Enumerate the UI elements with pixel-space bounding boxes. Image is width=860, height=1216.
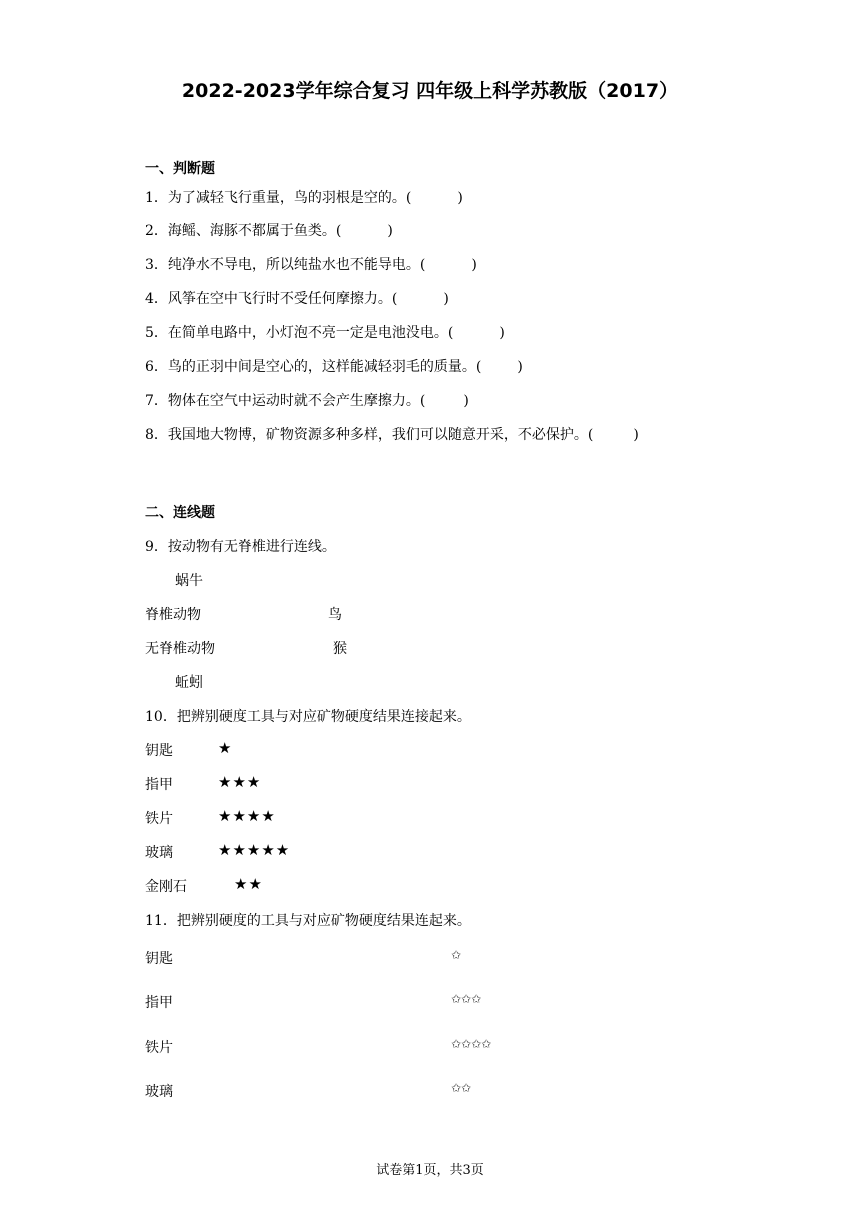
q10-hardness-stars[interactable]: ★★ (234, 875, 263, 893)
q11-hardness-stars[interactable]: ✩✩✩ (451, 992, 482, 1006)
q10-tool-iron-sheet[interactable]: 铁片 (145, 811, 173, 827)
q11-hardness-stars[interactable]: ✩✩ (451, 1081, 472, 1095)
question-close: ) (463, 393, 469, 409)
question-text: 在简单电路中，小灯泡不亮一定是电池没电。( (167, 325, 454, 341)
question-close: ) (471, 257, 477, 273)
question-text: 为了减轻飞行重量，鸟的羽根是空的。( (167, 190, 412, 206)
question-number: 5． (145, 325, 168, 341)
question-text: 纯净水不导电，所以纯盐水也不能导电。( (167, 257, 426, 273)
q9-right-item-monkey[interactable]: 猴 (333, 641, 347, 657)
question-close: ) (443, 291, 449, 307)
question-number: 1． (145, 190, 168, 206)
q10-hardness-stars[interactable]: ★★★★ (218, 807, 276, 825)
question-10-prompt: 10．把辨别硬度工具与对应矿物硬度结果连接起来。 (145, 709, 471, 725)
q11-tool-glass[interactable]: 玻璃 (145, 1084, 173, 1100)
q11-tool-iron-sheet[interactable]: 铁片 (145, 1040, 173, 1056)
q10-tool-glass[interactable]: 玻璃 (145, 845, 173, 861)
question-text: 风筝在空中飞行时不受任何摩擦力。( (167, 291, 398, 307)
question-text: 物体在空气中运动时就不会产生摩擦力。( (167, 393, 426, 409)
question-11-prompt: 11．把辨别硬度的工具与对应矿物硬度结果连起来。 (145, 913, 471, 929)
q10-tool-fingernail[interactable]: 指甲 (145, 777, 173, 793)
question-text: 鸟的正羽中间是空心的，这样能减轻羽毛的质量。( (167, 359, 482, 375)
q11-tool-fingernail[interactable]: 指甲 (145, 995, 173, 1011)
question-8 (145, 424, 639, 444)
question-close: ) (499, 325, 505, 341)
question-text: 我国地大物博，矿物资源多种多样，我们可以随意开采，不必保护。( (167, 427, 594, 443)
question-number: 2． (145, 223, 168, 239)
q9-right-item-snail[interactable]: 蜗牛 (175, 573, 203, 589)
question-number: 4． (145, 291, 168, 307)
question-close: ) (517, 359, 523, 375)
question-1 (145, 187, 463, 207)
q11-hardness-stars[interactable]: ✩✩✩✩ (451, 1037, 492, 1051)
question-2 (145, 220, 393, 240)
question-3 (145, 254, 477, 274)
section-heading-true-false: 一、判断题 (145, 161, 215, 177)
q9-right-item-earthworm[interactable]: 蚯蚓 (175, 675, 203, 691)
question-close: ) (457, 190, 463, 206)
question-close: ) (633, 427, 639, 443)
q9-left-item-invertebrate[interactable]: 无脊椎动物 (145, 641, 215, 657)
q10-tool-key[interactable]: 钥匙 (145, 743, 173, 759)
question-9-prompt: 9．按动物有无脊椎进行连线。 (145, 539, 336, 555)
question-text: 海鳐、海豚不都属于鱼类。( (167, 223, 342, 239)
q9-right-item-bird[interactable]: 鸟 (328, 607, 342, 623)
page-title: 2022-2023学年综合复习 四年级上科学苏教版（2017） (181, 80, 679, 102)
question-5 (145, 322, 505, 342)
question-4 (145, 288, 449, 308)
q10-hardness-stars[interactable]: ★★★ (218, 773, 262, 791)
section-heading-matching: 二、连线题 (145, 505, 215, 521)
question-7 (145, 390, 469, 410)
q10-hardness-stars[interactable]: ★★★★★ (218, 841, 291, 859)
q10-tool-diamond[interactable]: 金刚石 (145, 879, 187, 895)
q11-tool-key[interactable]: 钥匙 (145, 951, 173, 967)
q10-hardness-stars[interactable]: ★ (218, 739, 233, 757)
q11-hardness-stars[interactable]: ✩ (451, 948, 462, 962)
question-number: 6． (145, 359, 168, 375)
question-number: 7． (145, 393, 168, 409)
question-6 (145, 356, 523, 376)
page-footer: 试卷第1页，共3页 (376, 1163, 484, 1178)
question-number: 3． (145, 257, 168, 273)
question-number: 8． (145, 427, 168, 443)
q9-left-item-vertebrate[interactable]: 脊椎动物 (145, 607, 201, 623)
question-close: ) (387, 223, 393, 239)
